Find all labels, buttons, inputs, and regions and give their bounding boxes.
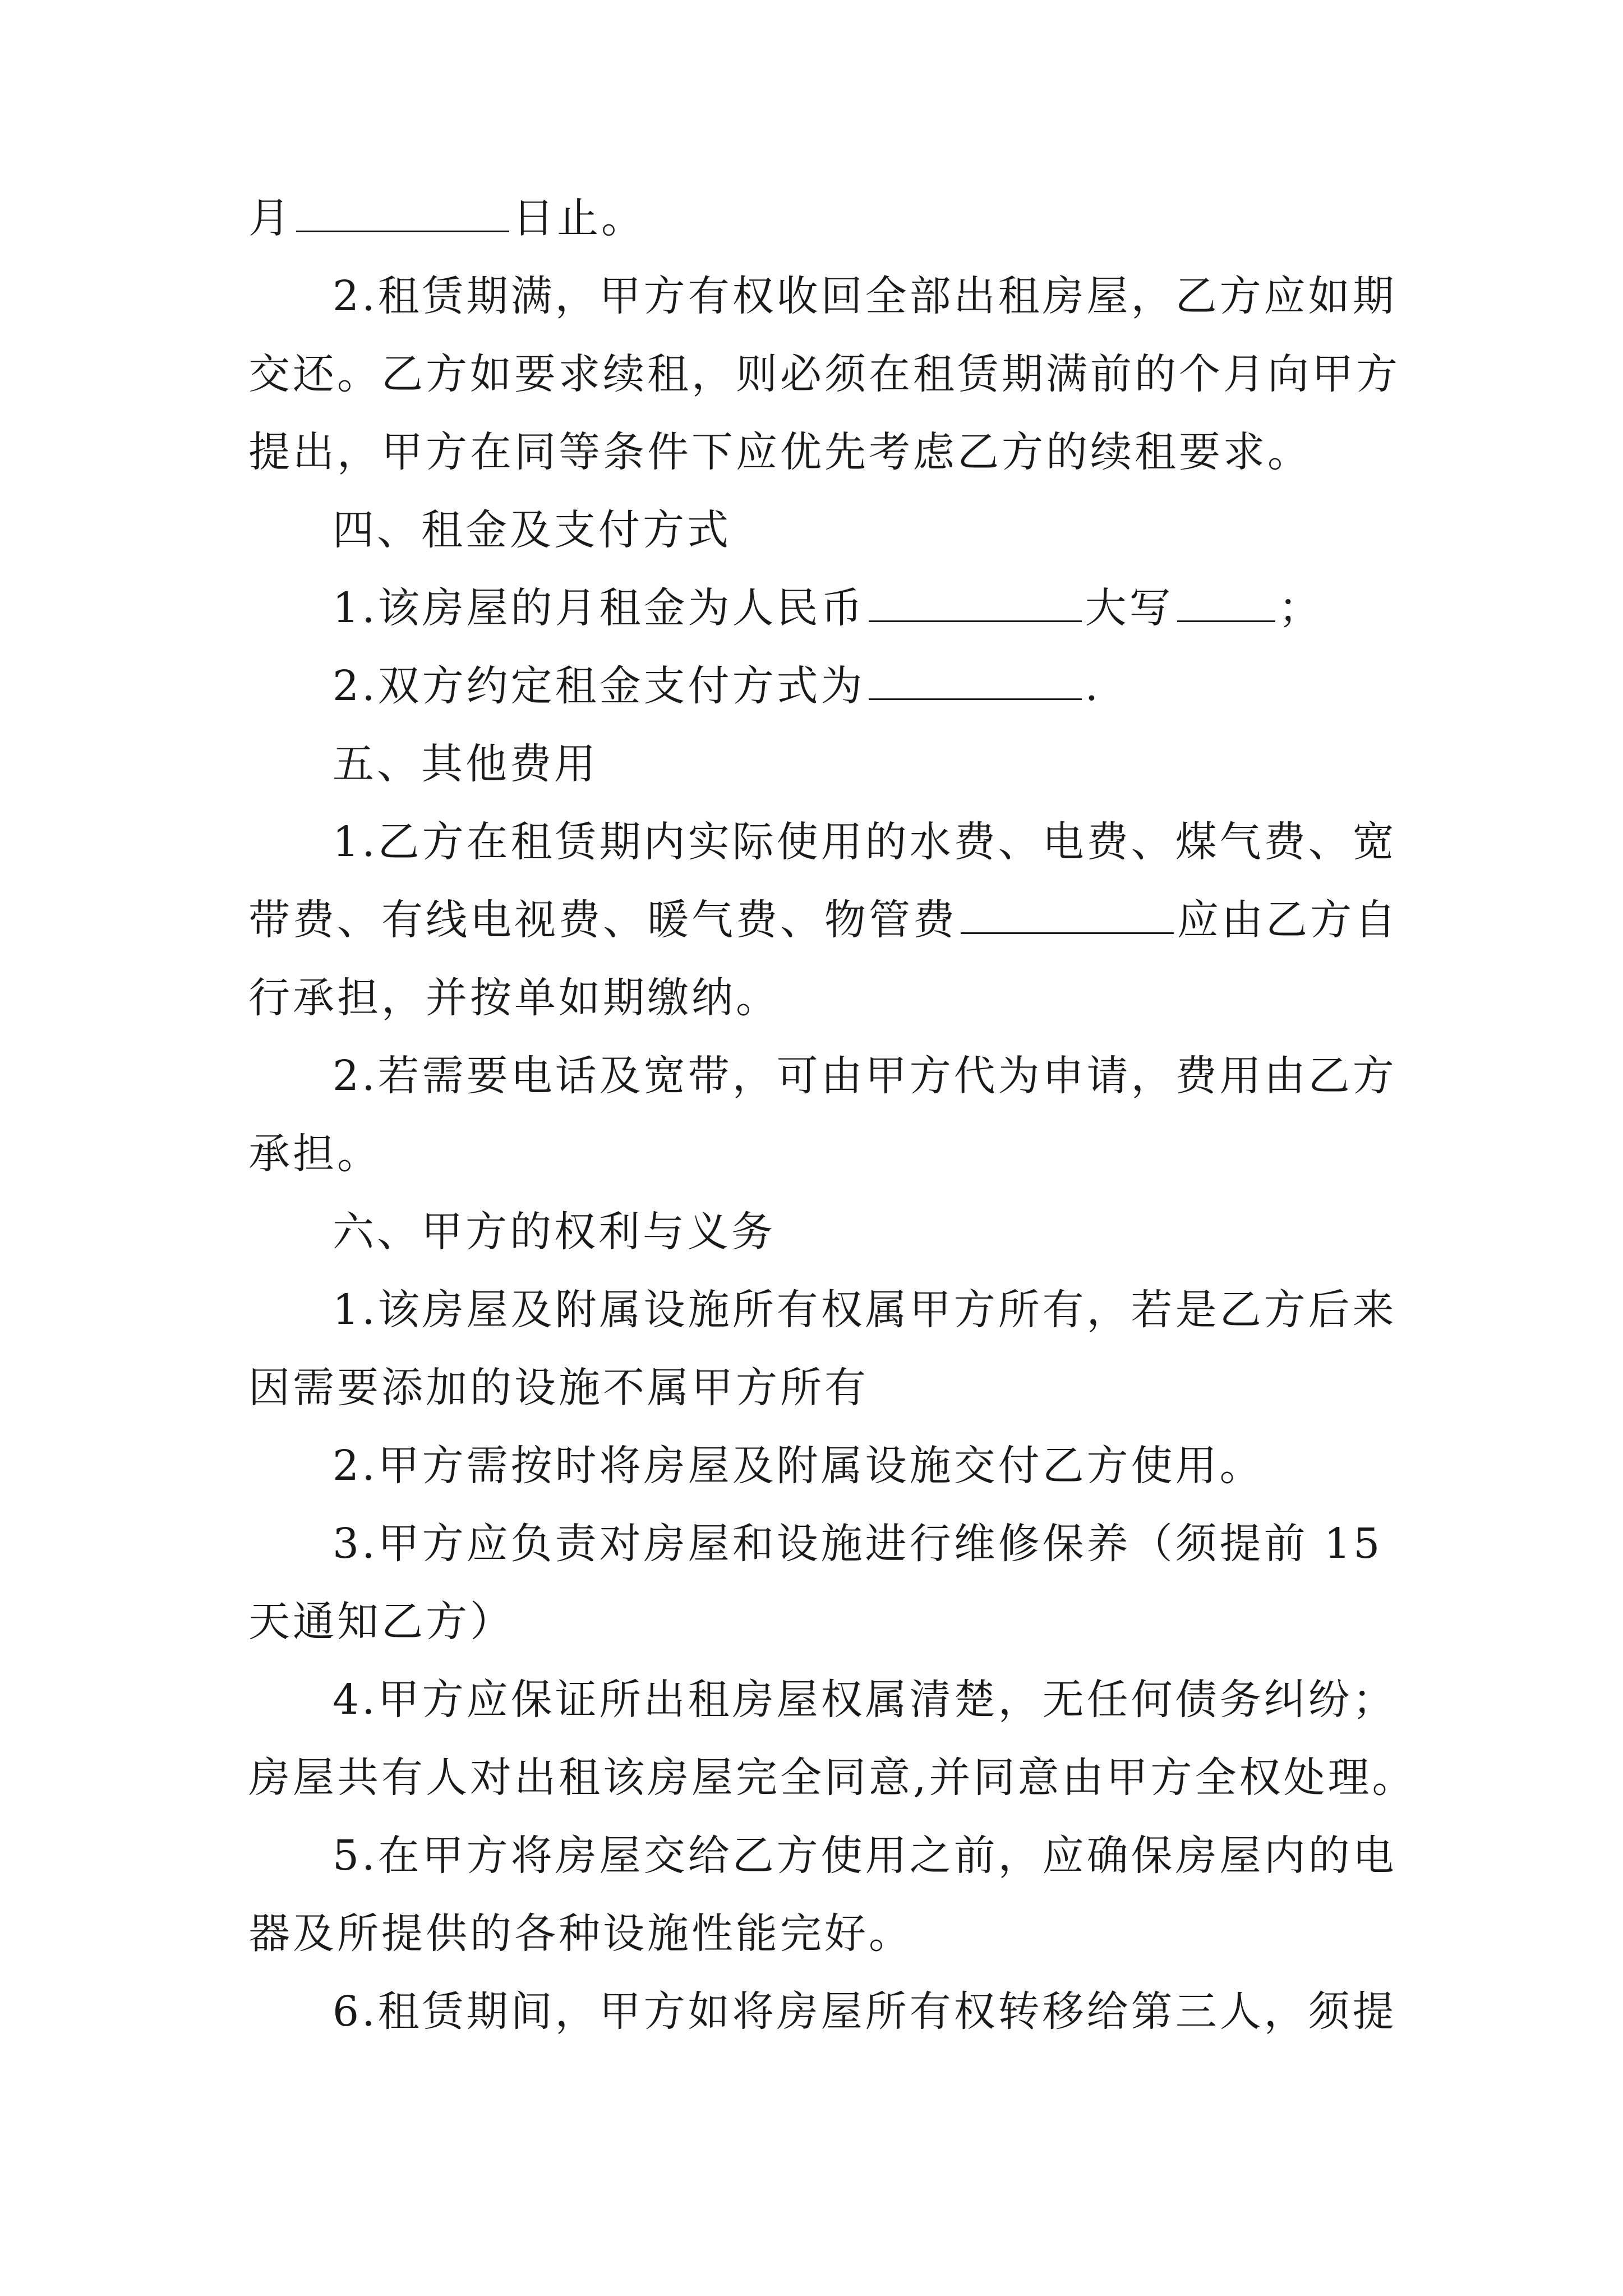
text-segment: 1.该房屋的月租金为人民币: [333, 584, 865, 632]
text-segment: 2.双方约定租金支付方式为: [333, 662, 865, 710]
text-segment: .: [1085, 662, 1101, 710]
text-segment: 应由乙方自: [1177, 896, 1399, 944]
text-line: 因需要添加的设施不属甲方所有: [248, 1364, 869, 1412]
fill-in-blank: [1177, 588, 1275, 622]
text-line: 交还。乙方如要求续租，则必须在租赁期满前的个月向甲方: [248, 350, 1400, 398]
text-segment: ；: [1278, 584, 1323, 632]
text-line: 1.乙方在租赁期内实际使用的水费、电费、煤气费、宽: [333, 818, 1397, 866]
fill-in-blank: [296, 198, 509, 232]
text-line: [248, 881, 1399, 959]
text-line: 房屋共有人对出租该房屋完全同意,并同意由甲方全权处理。: [248, 1754, 1417, 1802]
text-line: [248, 180, 1387, 257]
text-line: 器及所提供的各种设施性能完好。: [248, 1910, 913, 1958]
text-line: 3.甲方应负责对房屋和设施进行维修保养（须提前 15: [333, 1520, 1383, 1568]
text-line: 5.在甲方将房屋交给乙方使用之前，应确保房屋内的电: [333, 1832, 1397, 1880]
text-line: 承担。: [248, 1130, 381, 1178]
fill-in-blank: [961, 900, 1174, 934]
text-line: 6.租赁期间，甲方如将房屋所有权转移给第三人，须提: [333, 1987, 1397, 2036]
text-line: 4.甲方应保证所出租房屋权属清楚，无任何债务纠纷；: [333, 1676, 1397, 1724]
text-segment: 带费、有线电视费、暖气费、物管费: [248, 896, 957, 944]
fill-in-blank: [869, 666, 1082, 700]
text-line: [248, 647, 1387, 725]
text-line: 2.租赁期满，甲方有权收回全部出租房屋，乙方应如期: [333, 272, 1397, 320]
section-heading: 四、租金及支付方式: [333, 506, 731, 554]
text-line: 1.该房屋及附属设施所有权属甲方所有，若是乙方后来: [333, 1286, 1397, 1334]
text-line: 提出，甲方在同等条件下应优先考虑乙方的续租要求。: [248, 428, 1312, 476]
text-line: 2.若需要电话及宽带，可由甲方代为申请，费用由乙方: [333, 1052, 1397, 1100]
text-segment: 大写: [1085, 584, 1174, 632]
section-heading: 五、其他费用: [333, 740, 598, 788]
text-segment: 月: [248, 194, 293, 242]
document-body: [248, 180, 1417, 2051]
text-line: 2.甲方需按时将房屋及附属设施交付乙方使用。: [333, 1442, 1264, 1490]
text-line: 天通知乙方）: [248, 1598, 514, 1646]
text-line: [248, 569, 1387, 647]
text-segment: 日止。: [513, 194, 645, 242]
section-heading: 六、甲方的权利与义务: [333, 1208, 776, 1256]
fill-in-blank: [869, 588, 1082, 622]
text-line: 行承担，并按单如期缴纳。: [248, 974, 780, 1022]
